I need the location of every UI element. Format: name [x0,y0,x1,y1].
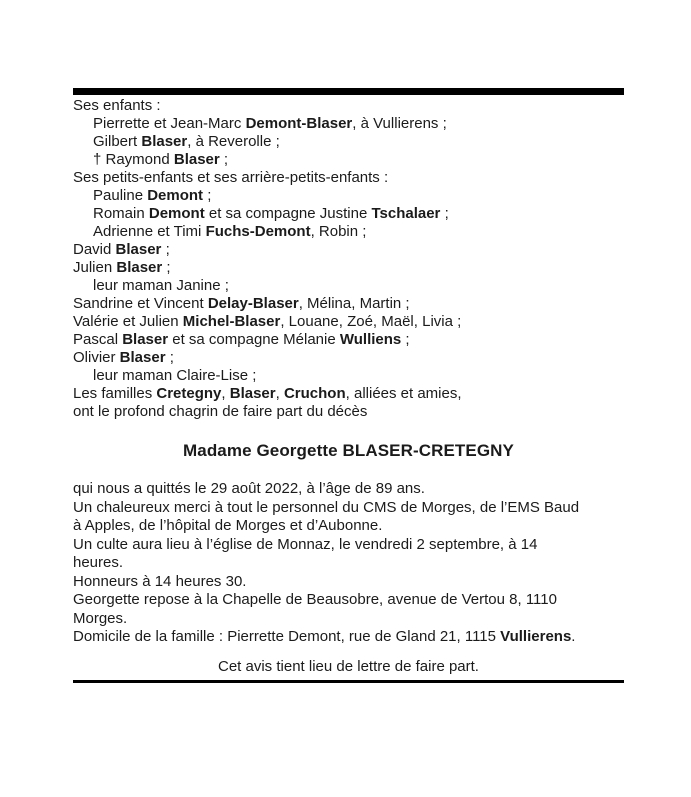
text-line [73,223,624,241]
text-segment: Gilbert [93,133,142,150]
family-name-bold: Blaser [122,331,169,348]
family-name-bold: Wulliens [339,331,402,348]
family-name-bold: Blaser [229,385,276,402]
text-segment: Georgette repose à la Chapelle de Beausobre, avenue de Vertou 8, 1110 [73,591,557,608]
funeral-details [73,480,624,647]
family-name-bold: Blaser [173,151,220,168]
text-segment: ; [161,241,170,258]
text-line [73,385,624,403]
text-segment: , [275,385,284,402]
text-segment: † Raymond [93,151,174,168]
text-segment: ; [219,151,229,168]
text-line [73,536,624,555]
bottom-divider [73,680,624,683]
text-line [73,133,624,151]
text-segment: , Mélina, Martin ; [298,295,410,312]
family-name-bold: Demont [148,205,205,222]
text-segment: ; [162,259,171,276]
text-segment: à Apples, de l’hôpital de Morges et d’Aubonne. [73,517,383,534]
text-line [73,259,624,277]
text-segment: ; [165,349,174,366]
family-name-bold: Blaser [115,241,162,258]
text-segment: leur maman Claire-Lise ; [93,367,257,384]
text-segment: ont le profond chagrin de faire part du décès [73,403,368,420]
text-segment: Sandrine et Vincent [73,295,208,312]
text-segment: Honneurs à 14 heures 30. [73,572,247,590]
family-name-bold: Cretegny [156,385,222,402]
text-segment: Romain [93,205,149,222]
family-name-bold: Blaser [141,133,188,150]
text-segment: Un culte aura lieu à l’église de Monnaz, le vendredi 2 septembre, à 14 [73,535,538,553]
text-segment: , [221,385,230,402]
text-segment: Domicile de la famille : Pierrette Demont, rue de Gland 21, 1115 [73,628,501,645]
text-segment: Pascal [73,331,123,348]
text-line [73,115,624,133]
deceased-name-title: Madame Georgette BLASER-CRETEGNY [183,441,514,460]
text-line [73,480,624,499]
text-segment: et sa compagne Justine [204,205,372,222]
text-line [73,367,624,385]
text-line [73,97,624,115]
family-name-bold: Vullierens [500,628,572,645]
text-line [73,610,624,629]
text-segment: Valérie et Julien [73,313,183,330]
family-name-bold: Cruchon [283,385,346,402]
text-line [73,591,624,610]
text-segment: Les familles [73,385,157,402]
family-name-bold: Delay-Blaser [207,295,299,312]
closing-line: Cet avis tient lieu de lettre de faire part. [218,657,479,675]
text-segment: , Louane, Zoé, Maël, Livia ; [280,313,462,330]
text-line [73,205,624,223]
family-name-bold: Blaser [119,349,166,366]
text-segment: Un chaleureux merci à tout le personnel du CMS de Morges, de l’EMS Baud [73,498,580,516]
text-segment: heures. [73,554,124,571]
text-segment: , Robin ; [310,223,367,240]
family-name-bold: Blaser [116,259,163,276]
death-notice [73,88,624,683]
text-line [73,331,624,349]
text-segment: , à Reverolle ; [187,133,280,150]
text-segment: Pauline [93,187,148,204]
text-segment: , alliées et amies, [345,385,462,402]
text-segment: David [73,241,116,258]
text-segment: ; [401,331,410,348]
text-segment: Pierrette et Jean-Marc [93,115,246,132]
text-segment: Ses petits-enfants et ses arrière-petits-enfants : [73,169,389,186]
text-line [73,295,624,313]
family-name-bold: Demont-Blaser [245,115,353,132]
text-segment: qui nous a quittés le 29 août 2022, à l’âge de 89 ans. [73,480,425,497]
text-segment: Morges. [73,609,128,627]
family-list [73,97,624,421]
text-segment: Ses enfants : [73,97,161,114]
text-segment: et sa compagne Mélanie [168,331,340,348]
text-line [73,277,624,295]
text-line [73,554,624,573]
text-line [73,499,624,518]
text-line [73,169,624,187]
text-segment: Olivier [73,349,120,366]
text-line [73,573,624,592]
text-line [73,241,624,259]
family-name-bold: Fuchs-Demont [205,223,311,240]
text-line [73,517,624,536]
text-line [73,313,624,331]
text-segment: Adrienne et Timi [93,223,206,240]
text-line [73,403,624,421]
text-segment: , à Vullierens ; [352,115,447,132]
text-segment: Julien [73,259,117,276]
text-line [73,349,624,367]
text-segment: . [571,628,576,645]
family-name-bold: Michel-Blaser [182,313,281,330]
family-name-bold: Demont [147,187,204,204]
text-line [73,151,624,169]
text-segment: ; [440,205,449,222]
text-line [73,628,624,647]
text-segment: ; [203,187,212,204]
text-segment: leur maman Janine ; [93,277,229,294]
top-divider [73,88,624,95]
text-line [73,187,624,205]
family-name-bold: Tschalaer [371,205,441,222]
